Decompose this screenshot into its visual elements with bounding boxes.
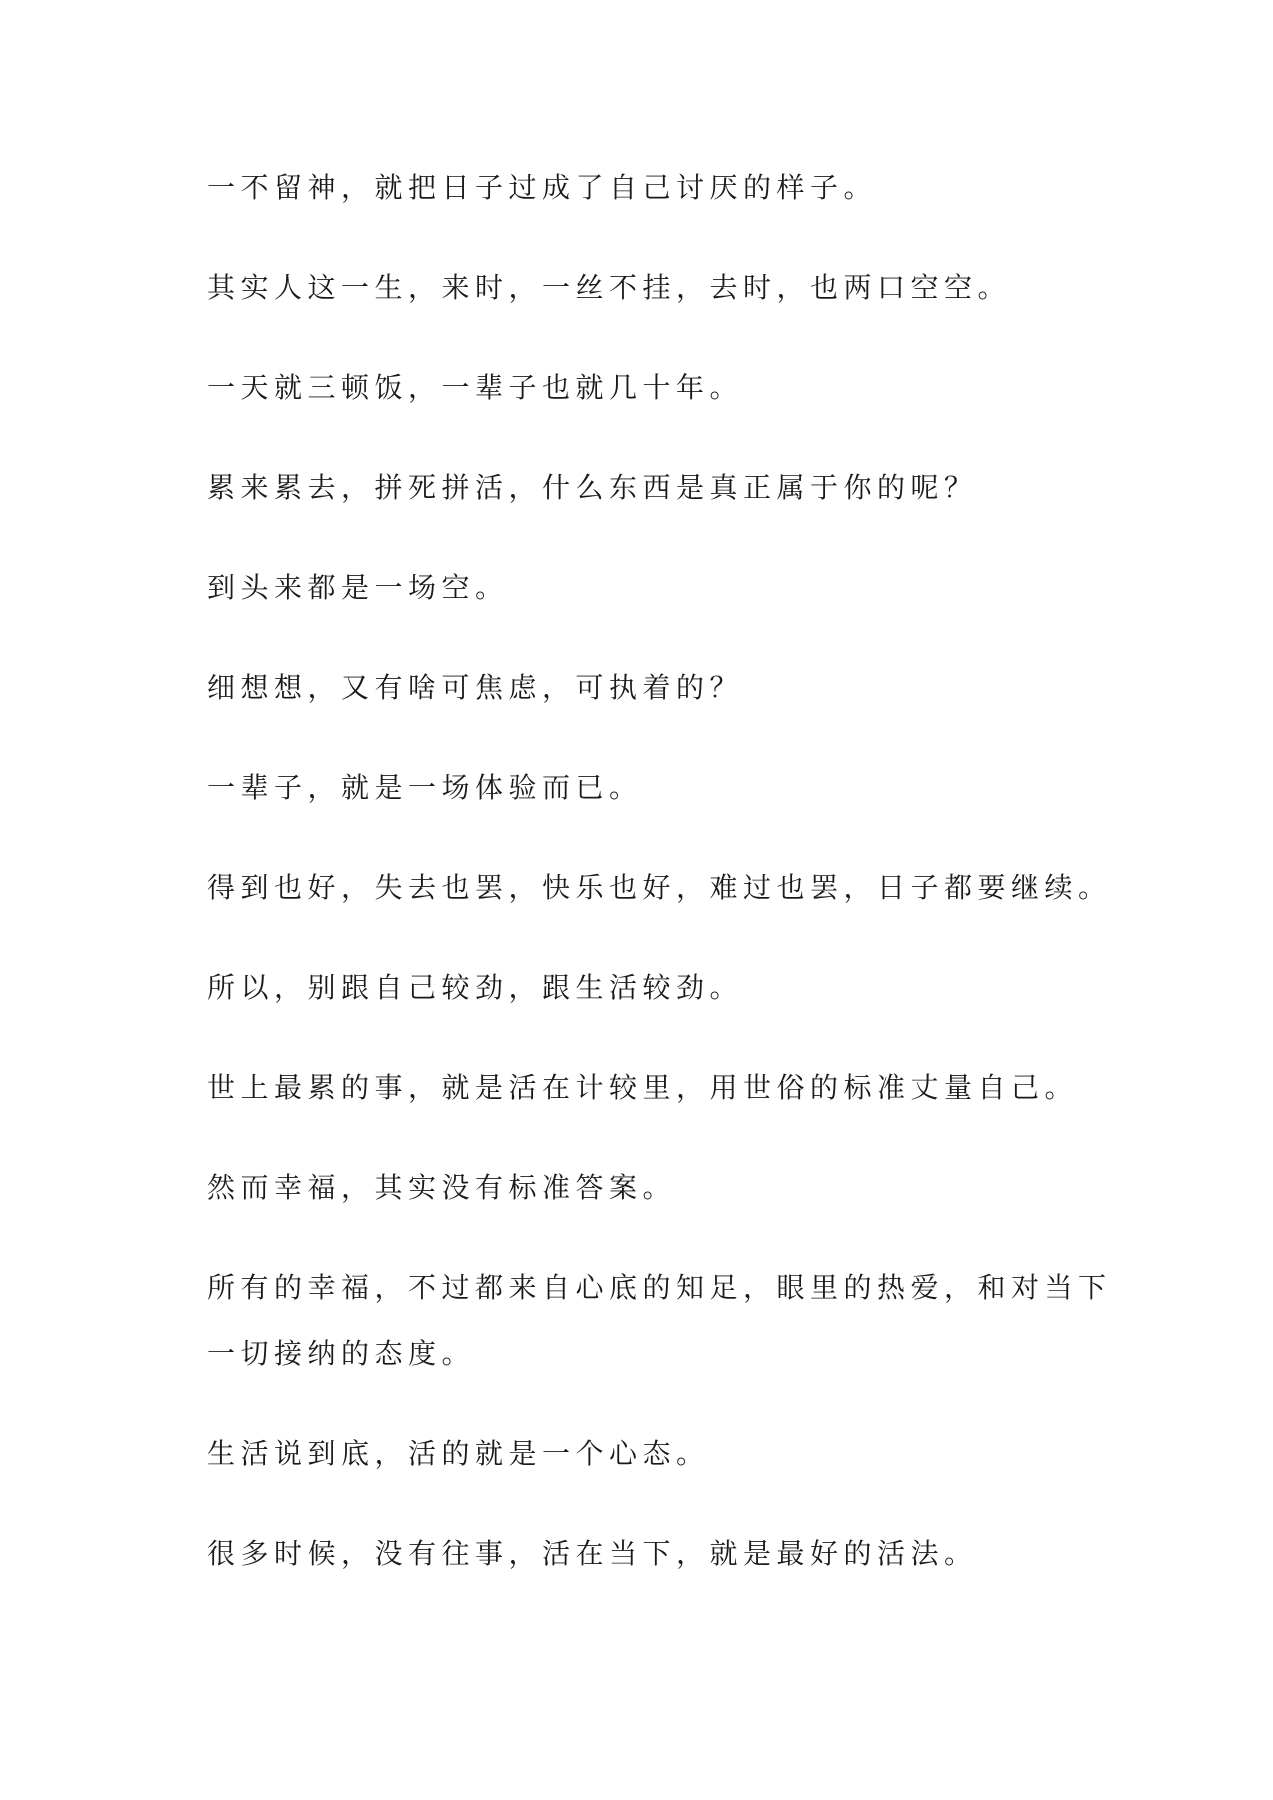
paragraph-12-line-2: 一切接纳的态度。	[207, 1337, 476, 1370]
paragraph-14: 很多时候，没有往事，活在当下，就是最好的活法。	[207, 1537, 978, 1570]
paragraph-11: 然而幸福，其实没有标准答案。	[207, 1171, 677, 1204]
paragraph-7: 一辈子，就是一场体验而已。	[207, 771, 643, 804]
paragraph-5: 到头来都是一场空。	[207, 571, 509, 604]
paragraph-6: 细想想，又有啥可焦虑，可执着的？	[207, 671, 744, 704]
paragraph-9: 所以，别跟自己较劲，跟生活较劲。	[207, 971, 744, 1004]
paragraph-10: 世上最累的事，就是活在计较里，用世俗的标准丈量自己。	[207, 1071, 1079, 1104]
paragraph-13: 生活说到底，活的就是一个心态。	[207, 1437, 710, 1470]
paragraph-2: 其实人这一生，来时，一丝不挂，去时，也两口空空。	[207, 271, 1012, 304]
paragraph-12-line-1: 所有的幸福，不过都来自心底的知足，眼里的热爱，和对当下	[207, 1271, 1112, 1304]
paragraph-1: 一不留神，就把日子过成了自己讨厌的样子。	[207, 171, 878, 204]
paragraph-4: 累来累去，拼死拼活，什么东西是真正属于你的呢？	[207, 471, 978, 504]
paragraph-3: 一天就三顿饭，一辈子也就几十年。	[207, 371, 744, 404]
paragraph-8: 得到也好，失去也罢，快乐也好，难过也罢，日子都要继续。	[207, 871, 1112, 904]
